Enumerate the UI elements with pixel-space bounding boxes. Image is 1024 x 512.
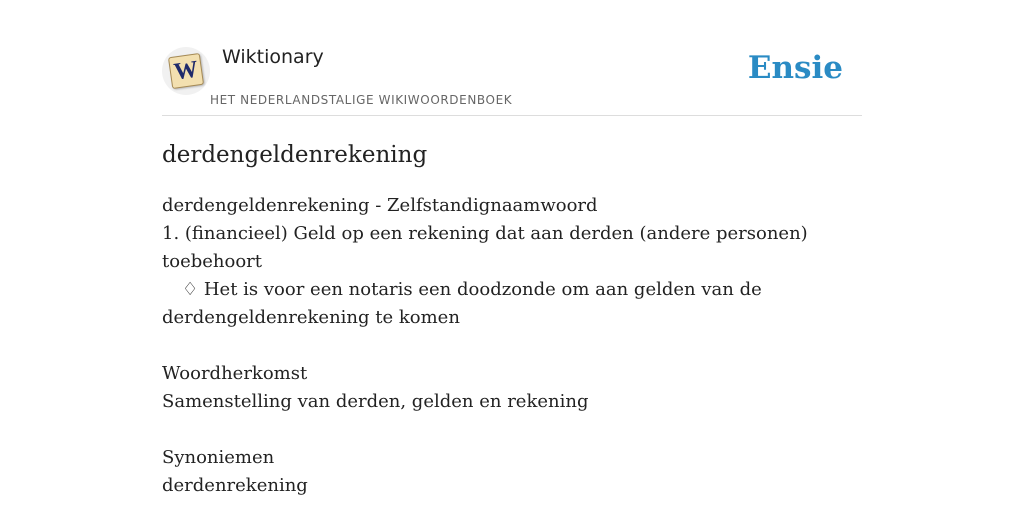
ensie-brand-logo[interactable]: Ensie	[747, 50, 843, 86]
definition: 1. (financieel) Geld op een rekening dat aan derden (andere personen) toebehoort	[162, 223, 808, 272]
wiktionary-logo[interactable]	[162, 47, 210, 95]
etymology-heading: Woordherkomst	[162, 363, 308, 384]
site-header	[162, 40, 862, 116]
entry-content	[162, 138, 862, 500]
entry-title: derdengeldenrekening	[162, 142, 428, 168]
logo-letter: W	[172, 56, 200, 86]
site-subtitle: HET NEDERLANDSTALIGE WIKIWOORDENBOEK	[210, 93, 513, 107]
entry-body	[162, 192, 862, 500]
word-type-line: derdengeldenrekening - Zelfstandignaamwoord	[162, 195, 598, 216]
spacer	[162, 416, 862, 444]
wiktionary-tile-icon	[168, 53, 204, 89]
synonyms-text: derdenrekening	[162, 475, 308, 496]
spacer	[162, 332, 862, 360]
example-sentence: ♢ Het is voor een notaris een doodzonde om aan gelden van de derdengeldenrekening te komen	[162, 279, 762, 328]
synonyms-heading: Synoniemen	[162, 447, 275, 468]
etymology-text: Samenstelling van derden, gelden en rekening	[162, 391, 589, 412]
site-name[interactable]: Wiktionary	[222, 46, 324, 68]
